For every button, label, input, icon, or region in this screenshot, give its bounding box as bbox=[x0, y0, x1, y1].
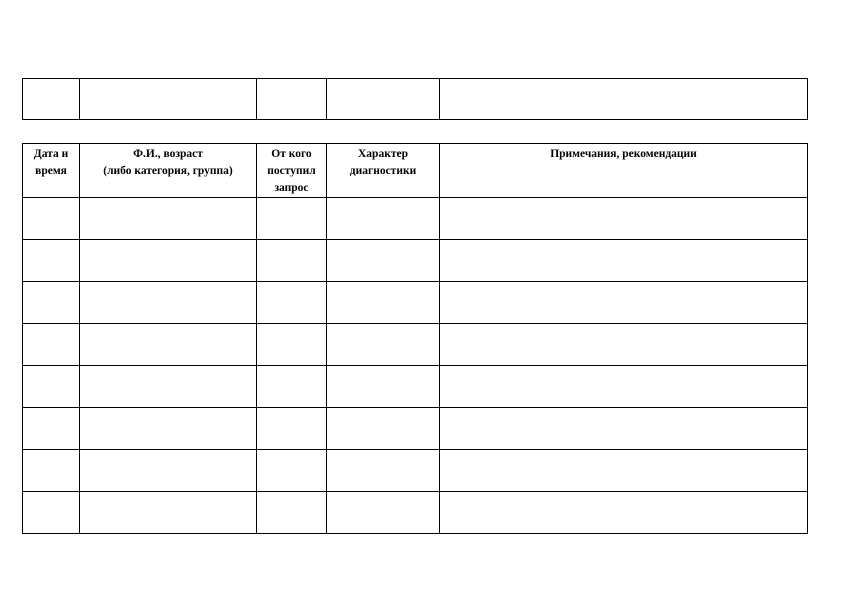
notes-cell[interactable] bbox=[440, 366, 808, 408]
date-time-cell[interactable] bbox=[23, 240, 80, 282]
request-source-cell[interactable] bbox=[257, 282, 327, 324]
date-time-cell[interactable] bbox=[23, 324, 80, 366]
header-text: время bbox=[35, 165, 67, 177]
table-body bbox=[23, 198, 808, 534]
header-text: (либо категория, группа) bbox=[103, 165, 233, 177]
name-age-cell[interactable] bbox=[80, 492, 257, 534]
header-diagnostics-type bbox=[327, 144, 440, 198]
header-text: поступил bbox=[267, 165, 316, 177]
notes-cell[interactable] bbox=[440, 492, 808, 534]
diagnostics-type-cell[interactable] bbox=[327, 198, 440, 240]
top-blank-cell[interactable] bbox=[257, 79, 327, 120]
header-text: Характер bbox=[358, 148, 408, 160]
date-time-cell[interactable] bbox=[23, 366, 80, 408]
header-name-age bbox=[80, 144, 257, 198]
header-text: диагностики bbox=[349, 165, 417, 177]
table-row bbox=[23, 408, 808, 450]
top-blank-cell[interactable] bbox=[440, 79, 808, 120]
diagnostics-type-cell[interactable] bbox=[327, 408, 440, 450]
notes-cell[interactable] bbox=[440, 240, 808, 282]
header-text: Ф.И., возраст bbox=[133, 148, 203, 160]
name-age-cell[interactable] bbox=[80, 240, 257, 282]
table-row bbox=[23, 240, 808, 282]
header-notes-recommendations bbox=[440, 144, 808, 198]
top-blank-row bbox=[23, 79, 808, 120]
diagnostics-type-cell[interactable] bbox=[327, 324, 440, 366]
table-row bbox=[23, 366, 808, 408]
header-request-source bbox=[257, 144, 327, 198]
date-time-cell[interactable] bbox=[23, 450, 80, 492]
name-age-cell[interactable] bbox=[80, 408, 257, 450]
date-time-cell[interactable] bbox=[23, 198, 80, 240]
request-source-cell[interactable] bbox=[257, 324, 327, 366]
top-blank-row-table bbox=[22, 78, 808, 120]
header-text: Примечания, рекомендации bbox=[550, 148, 697, 160]
request-source-cell[interactable] bbox=[257, 198, 327, 240]
diagnostics-type-cell[interactable] bbox=[327, 492, 440, 534]
name-age-cell[interactable] bbox=[80, 282, 257, 324]
header-text: От кого bbox=[271, 148, 312, 160]
table-header-row bbox=[23, 144, 808, 198]
name-age-cell[interactable] bbox=[80, 366, 257, 408]
request-source-cell[interactable] bbox=[257, 366, 327, 408]
table-row bbox=[23, 282, 808, 324]
table-row bbox=[23, 492, 808, 534]
consultation-journal-table bbox=[22, 143, 808, 534]
date-time-cell[interactable] bbox=[23, 408, 80, 450]
notes-cell[interactable] bbox=[440, 324, 808, 366]
request-source-cell[interactable] bbox=[257, 240, 327, 282]
notes-cell[interactable] bbox=[440, 450, 808, 492]
date-time-cell[interactable] bbox=[23, 492, 80, 534]
header-text: Дата и bbox=[33, 148, 69, 160]
notes-cell[interactable] bbox=[440, 282, 808, 324]
diagnostics-type-cell[interactable] bbox=[327, 450, 440, 492]
name-age-cell[interactable] bbox=[80, 324, 257, 366]
top-blank-cell[interactable] bbox=[327, 79, 440, 120]
table-row bbox=[23, 324, 808, 366]
diagnostics-type-cell[interactable] bbox=[327, 366, 440, 408]
top-blank-cell[interactable] bbox=[23, 79, 80, 120]
name-age-cell[interactable] bbox=[80, 450, 257, 492]
table-row bbox=[23, 450, 808, 492]
request-source-cell[interactable] bbox=[257, 450, 327, 492]
header-date-time bbox=[23, 144, 80, 198]
notes-cell[interactable] bbox=[440, 408, 808, 450]
notes-cell[interactable] bbox=[440, 198, 808, 240]
top-blank-cell[interactable] bbox=[80, 79, 257, 120]
header-text: запрос bbox=[274, 182, 309, 194]
diagnostics-type-cell[interactable] bbox=[327, 282, 440, 324]
name-age-cell[interactable] bbox=[80, 198, 257, 240]
table-row bbox=[23, 198, 808, 240]
diagnostics-type-cell[interactable] bbox=[327, 240, 440, 282]
request-source-cell[interactable] bbox=[257, 492, 327, 534]
request-source-cell[interactable] bbox=[257, 408, 327, 450]
date-time-cell[interactable] bbox=[23, 282, 80, 324]
